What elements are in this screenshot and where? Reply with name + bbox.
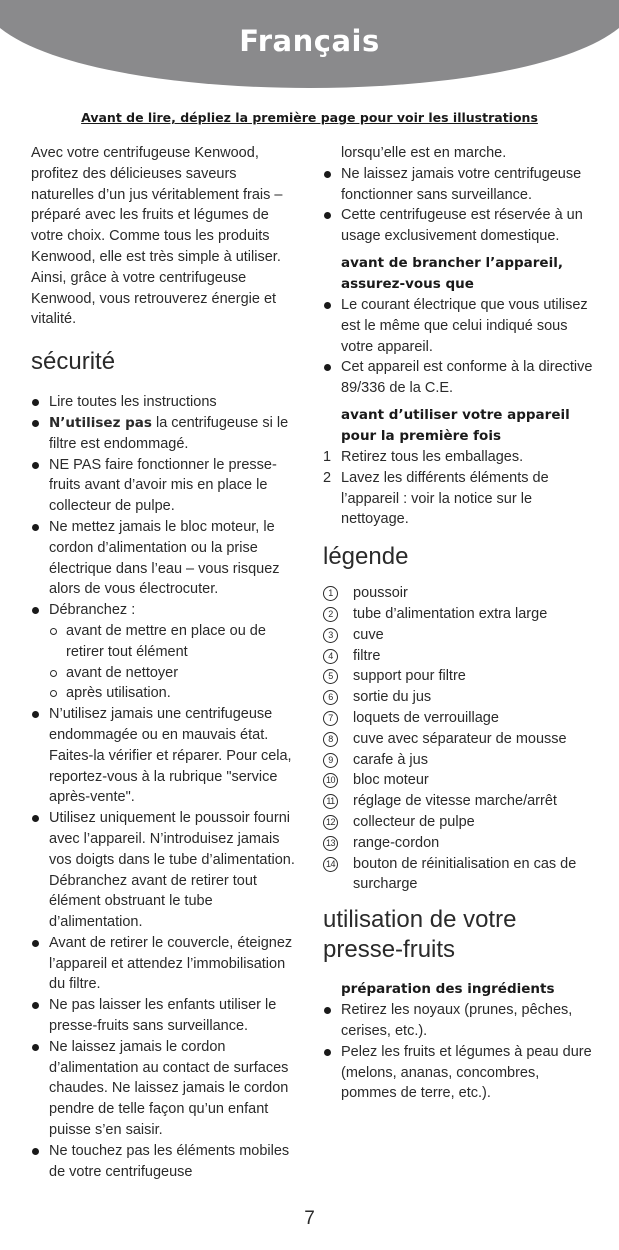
legend-item: [323, 708, 595, 729]
legend-item: [323, 687, 595, 708]
legend-number: 8: [323, 732, 338, 747]
heading-securite: sécurité: [31, 348, 116, 376]
legend-number: 5: [323, 669, 338, 684]
legend-item: [323, 750, 595, 771]
safety-item: Lire toutes les instructions: [31, 392, 299, 413]
legend-item: [323, 646, 595, 667]
unplug-subitem: avant de nettoyer: [49, 663, 299, 684]
legend-number: 3: [323, 628, 338, 643]
step-text: Retirez tous les emballages.: [341, 448, 524, 465]
legend-number: 1: [323, 586, 338, 601]
legend-item: [323, 812, 595, 833]
legend-item: [323, 854, 595, 896]
legend-number: 9: [323, 753, 338, 768]
safety-item-text: Débranchez :: [49, 602, 136, 619]
safety-item: NE PAS faire fonctionner le presse-fruits avant d’avoir mis en place le collecteur de pulpe.: [31, 455, 299, 517]
legend-text: filtre: [353, 647, 381, 664]
left-column: [31, 143, 299, 1182]
legend-item: [323, 625, 595, 646]
premiere-list: [323, 447, 595, 530]
intro-paragraph: Avec votre centrifugeuse Kenwood, profitez des délicieuses saveurs naturelles d’un jus véritablement frais – préparé avec les fruits et légumes de votre choix. Comme tous les produits Kenwood, elle est très simple à utiliser. Ainsi, grâce à votre centrifugeuse Kenwood, vous retrouverez énergie et vitalité.: [31, 145, 283, 328]
unplug-subitem: après utilisation.: [49, 683, 299, 704]
premiere-item: [323, 447, 595, 468]
heading-brancher: avant de brancher l’appareil, assurez-vous que: [341, 254, 563, 292]
page-number: 7: [304, 1208, 315, 1229]
step-number: 2: [323, 469, 332, 486]
heading-utilisation: utilisation de votre presse-fruits: [323, 906, 517, 964]
safety-list: [31, 392, 299, 1182]
safety-item: [31, 413, 299, 455]
legend-text: tube d’alimentation extra large: [353, 605, 548, 622]
safety-item: Avant de retirer le couvercle, éteignez l’appareil et attendez l’immobilisation du filtre.: [31, 933, 299, 995]
legend-text: carafe à jus: [353, 751, 428, 768]
legend-item: [323, 604, 595, 625]
legend-number: 11: [323, 794, 338, 809]
legend-list: [323, 583, 595, 895]
safety-item: [31, 600, 299, 704]
safety-item-continuation: lorsqu’elle est en marche.: [341, 145, 507, 161]
safety-item: Ne laissez jamais le cordon d’alimentation au contact de surfaces chaudes. Ne laissez jamais le cordon pendre de telle façon qu’un enfant puisse s’en saisir.: [31, 1037, 299, 1141]
heading-premiere-utilisation: avant d’utiliser votre appareil pour la première fois: [341, 406, 570, 444]
unplug-sublist: [49, 621, 299, 704]
safety-item-text: la centrifugeuse si le filtre est endommagé.: [49, 414, 289, 452]
legend-number: 4: [323, 649, 338, 664]
legend-text: range-cordon: [353, 834, 440, 851]
safety-item: Cette centrifugeuse est réservée à un usage exclusivement domestique.: [323, 205, 595, 247]
brancher-item: Le courant électrique que vous utilisez est le même que celui indiqué sous votre appareil.: [323, 295, 595, 357]
safety-item: Ne mettez jamais le bloc moteur, le cordon d’alimentation ou la prise électrique dans l’eau – vous risquez alors de vous électrocuter.: [31, 517, 299, 600]
safety-item-bold: N’utilisez pas: [49, 414, 152, 431]
legend-text: collecteur de pulpe: [353, 813, 475, 830]
heading-legende: légende: [323, 543, 409, 571]
right-column: [323, 143, 595, 1104]
legend-number: 7: [323, 711, 338, 726]
legend-number: 13: [323, 836, 338, 851]
legend-text: cuve: [353, 626, 384, 643]
legend-item: [323, 583, 595, 604]
legend-item: [323, 666, 595, 687]
legend-text: support pour filtre: [353, 668, 466, 685]
premiere-item: [323, 468, 595, 530]
legend-text: cuve avec séparateur de mousse: [353, 730, 567, 747]
legend-text: réglage de vitesse marche/arrêt: [353, 793, 557, 810]
legend-item: [323, 770, 595, 791]
legend-item: [323, 791, 595, 812]
preparation-item: Retirez les noyaux (prunes, pêches, cerises, etc.).: [323, 1000, 595, 1042]
legend-text: bloc moteur: [353, 772, 429, 789]
legend-text: sortie du jus: [353, 689, 432, 706]
legend-number: 14: [323, 857, 338, 872]
safety-item: Ne touchez pas les éléments mobiles de votre centrifugeuse: [31, 1141, 299, 1183]
safety-list-continued: [323, 164, 595, 247]
safety-item: N’utilisez jamais une centrifugeuse endommagée ou en mauvais état. Faites-la vérifier et réparer. Pour cela, reportez-vous à la rubrique "service après-vente".: [31, 704, 299, 808]
legend-text: loquets de verrouillage: [353, 709, 499, 726]
page-title: Français: [239, 24, 380, 58]
legend-text: bouton de réinitialisation en cas de surcharge: [353, 855, 577, 893]
legend-number: 10: [323, 773, 338, 788]
heading-preparation: préparation des ingrédients: [341, 981, 555, 998]
unplug-subitem: avant de mettre en place ou de retirer tout élément: [49, 621, 299, 663]
preparation-item: Pelez les fruits et légumes à peau dure (melons, ananas, concombres, pommes de terre, etc.).: [323, 1042, 595, 1104]
brancher-list: [323, 295, 595, 399]
legend-number: 6: [323, 690, 338, 705]
legend-text: poussoir: [353, 585, 408, 602]
legend-number: 2: [323, 607, 338, 622]
step-number: 1: [323, 448, 332, 465]
legend-number: 12: [323, 815, 338, 830]
header-banner: [0, 0, 619, 110]
safety-item: Ne pas laisser les enfants utiliser le presse-fruits sans surveillance.: [31, 995, 299, 1037]
legend-item: [323, 833, 595, 854]
safety-item: Utilisez uniquement le poussoir fourni avec l’appareil. N’introduisez jamais vos doigts dans le tube d’alimentation. Débranchez avant de retirer tout élément obstruant le tube d’alimentation.: [31, 808, 299, 933]
brancher-item: Cet appareil est conforme à la directive 89/336 de la C.E.: [323, 357, 595, 399]
legend-item: [323, 729, 595, 750]
safety-item: Ne laissez jamais votre centrifugeuse fonctionner sans surveillance.: [323, 164, 595, 206]
preparation-list: [323, 1000, 595, 1104]
illustration-notice: Avant de lire, dépliez la première page pour voir les illustrations: [81, 110, 538, 125]
step-text: Lavez les différents éléments de l’appareil : voir la notice sur le nettoyage.: [341, 469, 549, 528]
